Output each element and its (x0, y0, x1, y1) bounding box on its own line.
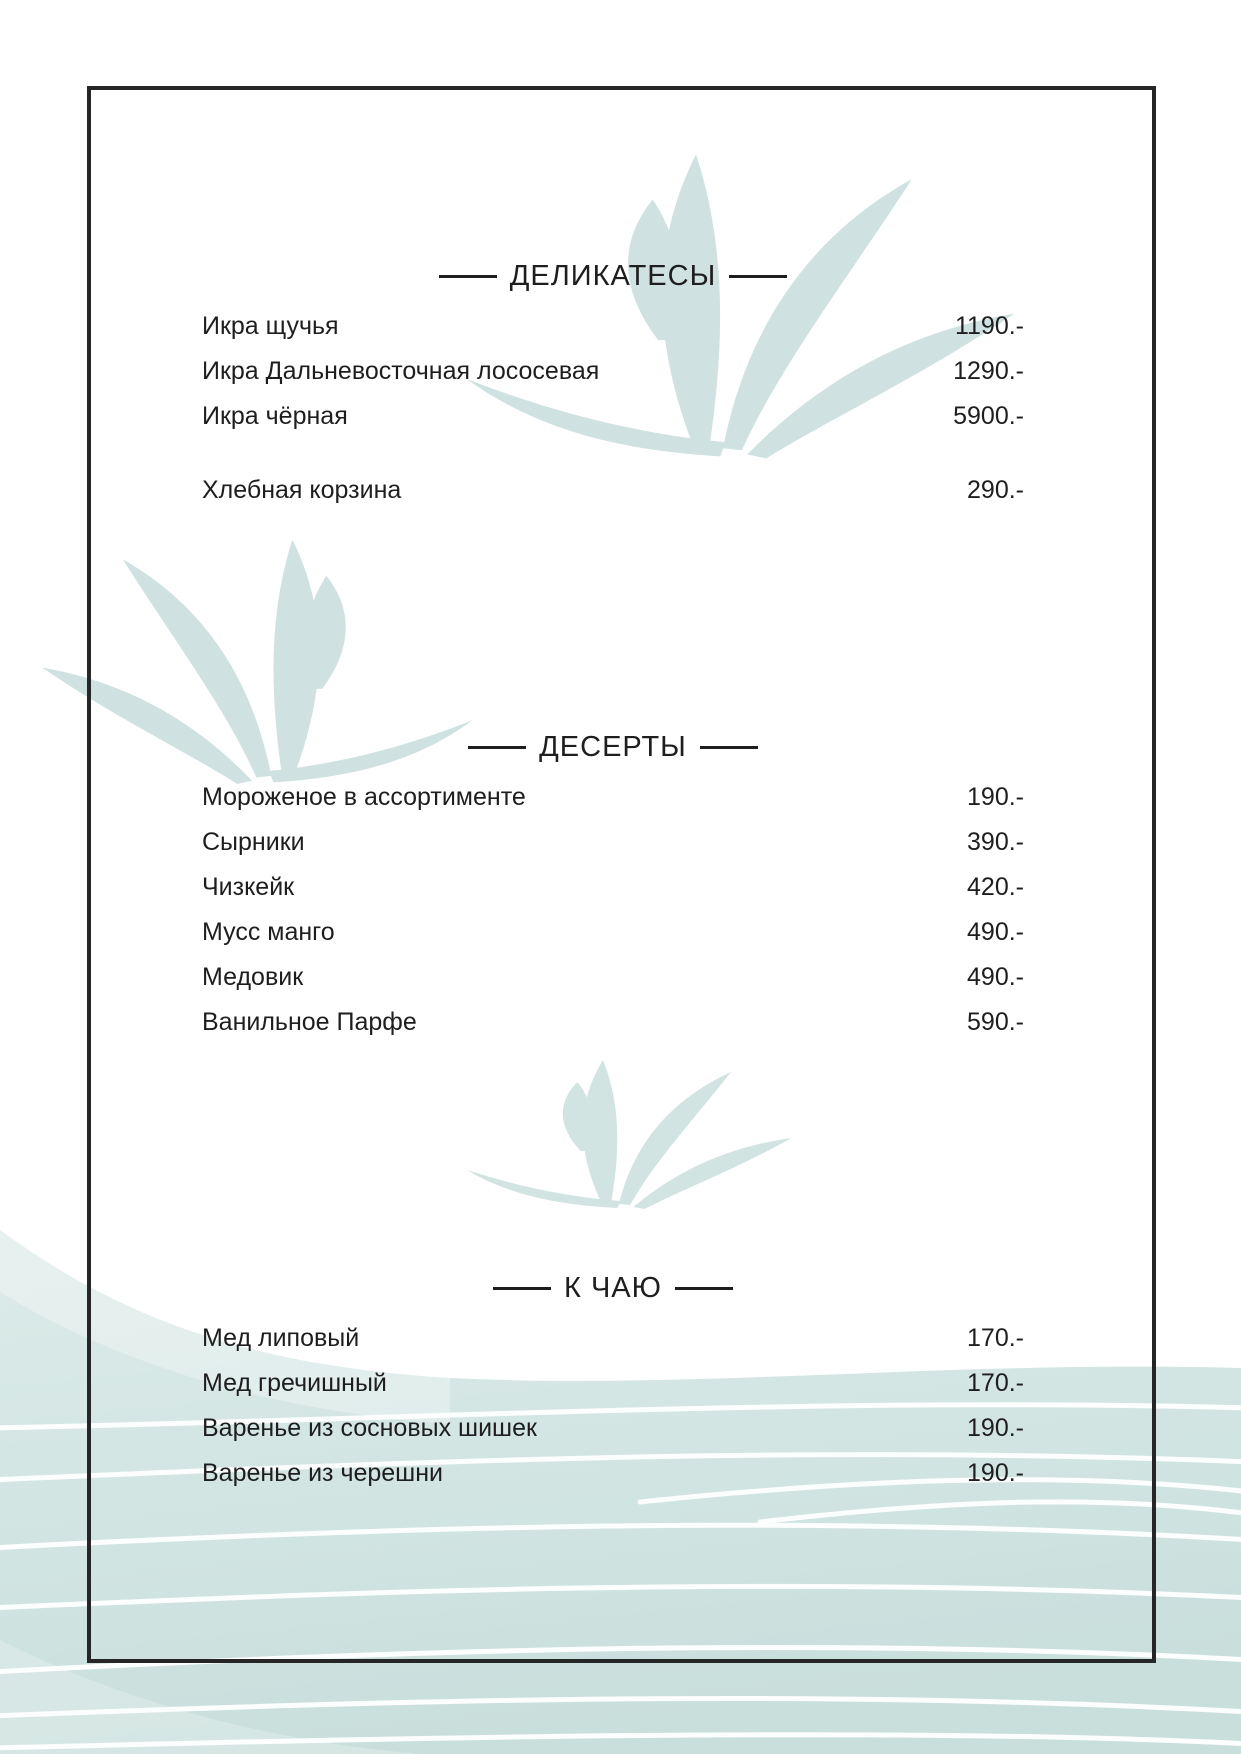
menu-item-row (202, 1316, 1024, 1361)
title-dash-left (439, 275, 497, 278)
item-price: 1290.- (953, 357, 1024, 385)
title-dash-left (493, 1287, 551, 1290)
section-title (202, 259, 1024, 293)
item-price: 490.- (967, 918, 1024, 946)
menu-item-row (202, 1406, 1024, 1451)
menu-item-row (202, 394, 1024, 439)
menu-item-row (202, 349, 1024, 394)
item-price: 420.- (967, 873, 1024, 901)
item-price: 170.- (967, 1369, 1024, 1397)
section-title-label: ДЕЛИКАТЕСЫ (509, 260, 717, 292)
item-name: Медовик (202, 963, 304, 991)
item-name: Мед липовый (202, 1324, 360, 1352)
menu-section-2 (202, 730, 1024, 1045)
item-price: 290.- (967, 476, 1024, 504)
section-title (202, 1271, 1024, 1305)
item-name: Мороженое в ассортименте (202, 783, 526, 811)
menu-item-row (202, 1361, 1024, 1406)
section-title-label: ДЕСЕРТЫ (539, 731, 687, 763)
menu-item-row (202, 1000, 1024, 1045)
title-dash-right (700, 746, 758, 749)
item-name: Ванильное Парфе (202, 1008, 417, 1036)
item-name: Икра чёрная (202, 402, 348, 430)
item-name: Варенье из черешни (202, 1459, 444, 1487)
item-name: Чизкейк (202, 873, 295, 901)
menu-section-3 (202, 1271, 1024, 1496)
menu-item-row (202, 304, 1024, 349)
section-title (202, 730, 1024, 764)
menu-item-row (202, 955, 1024, 1000)
item-name: Варенье из сосновых шишек (202, 1414, 537, 1442)
item-price: 590.- (967, 1008, 1024, 1036)
title-dash-left (468, 746, 526, 749)
menu-content (202, 0, 1024, 1754)
item-name: Икра щучья (202, 312, 339, 340)
item-name: Икра Дальневосточная лососевая (202, 357, 600, 385)
title-dash-right (729, 275, 787, 278)
item-name: Мусс манго (202, 918, 335, 946)
item-price: 390.- (967, 828, 1024, 856)
item-price: 1190.- (954, 312, 1024, 340)
item-name: Хлебная корзина (202, 476, 402, 504)
section-title-label: К ЧАЮ (564, 1272, 662, 1304)
menu-section-1 (202, 259, 1024, 513)
item-price: 170.- (967, 1324, 1024, 1352)
item-price: 490.- (967, 963, 1024, 991)
item-price: 190.- (967, 783, 1024, 811)
item-name: Мед гречишный (202, 1369, 387, 1397)
menu-item-row (202, 820, 1024, 865)
menu-item-row (202, 865, 1024, 910)
section-items (202, 775, 1024, 1045)
item-price: 5900.- (953, 402, 1024, 430)
menu-item-row (202, 910, 1024, 955)
menu-item-row (202, 775, 1024, 820)
item-price: 190.- (967, 1414, 1024, 1442)
menu-item-row (202, 1451, 1024, 1496)
menu-item-row (202, 468, 1024, 513)
item-name: Сырники (202, 828, 305, 856)
section-items (202, 304, 1024, 513)
item-price: 190.- (967, 1459, 1024, 1487)
section-items (202, 1316, 1024, 1496)
title-dash-right (675, 1287, 733, 1290)
